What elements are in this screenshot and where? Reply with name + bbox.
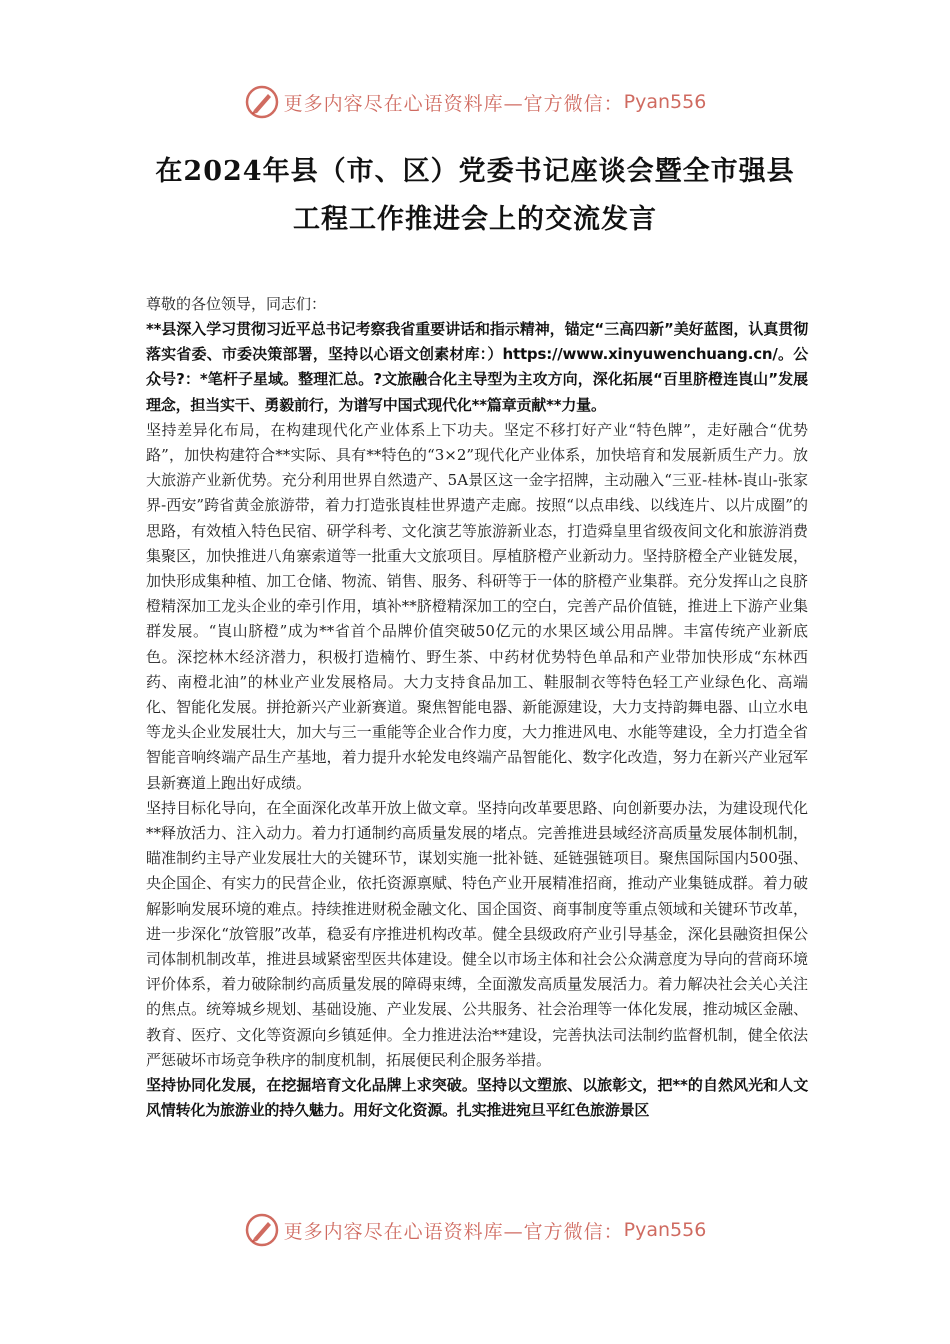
salutation: 尊敬的各位领导，同志们： bbox=[146, 295, 327, 313]
paragraph-intro: **县深入学习贯彻习近平总书记考察我省重要讲话和指示精神，锚定“三高四新”美好蓝图，认真贯彻落实省委、市委决策部署，坚持以心语文创素材库：）https://www.xinyuwenchuang.cn/。公众号?：*笔杆子星域。整理汇总。?文旅融合化主导型为主攻方向，深化拓展“百里脐橙连崀山”发展理念，担当实干、勇毅前行，为谱写中国式现代化**篇章贡献**力量。 bbox=[146, 320, 808, 414]
title-line-2: 工程工作推进会上的交流发言 bbox=[293, 204, 657, 235]
document-title bbox=[120, 148, 830, 244]
pen-nib-logo-icon bbox=[244, 1212, 280, 1248]
watermark-text: 更多内容尽在心语资料库—官方微信： bbox=[283, 1220, 624, 1243]
paragraph-reform: 坚持目标化导向，在全面深化改革开放上做文章。坚持向改革要思路、向创新要办法，为建设现代化**释放活力、注入动力。着力打通制约高质量发展的堵点。完善推进县域经济高质量发展体制机制，瞄准制约主导产业发展壮大的关键环节，谋划实施一批补链、延链强链项目。聚焦国际国内500强、央企国企、有实力的民营企业，依托资源禀赋、特色产业开展精准招商，推动产业集链成群。着力破解影响发展环境的难点。持续推进财税金融文化、国企国资、商事制度等重点领域和关键环节改革，进一步深化“放管服”改革，稳妥有序推进机构改革。健全县级政府产业引导基金，深化县融资担保公司体制机制改革，推进县域紧密型医共体建设。健全以市场主体和社会公众满意度为导向的营商环境评价体系，着力破除制约高质量发展的障碍束缚，全面激发高质量发展活力。着力解决社会关心关注的焦点。统筹城乡规划、基础设施、产业发展、公共服务、社会治理等一体化发展，推动城区金融、教育、医疗、文化等资源向乡镇延伸。全力推进法治**建设，完善执法司法制约监督机制，健全依法严惩破坏市场竞争秩序的制度机制，拓展便民利企服务举措。 bbox=[146, 798, 808, 1069]
watermark-banner-top bbox=[0, 82, 950, 122]
watermark-wechat-id: Pyan556 bbox=[623, 1219, 707, 1241]
pen-nib-logo-icon bbox=[244, 84, 280, 120]
watermark-text: 更多内容尽在心语资料库—官方微信： bbox=[283, 92, 624, 115]
title-line-1: 在2024年县（市、区）党委书记座谈会暨全市强县 bbox=[155, 156, 795, 187]
watermark-wechat-id: Pyan556 bbox=[623, 91, 707, 113]
watermark-banner-bottom bbox=[0, 1210, 950, 1250]
paragraph-industry: 坚持差异化布局，在构建现代化产业体系上下功夫。坚定不移打好产业“特色牌”，走好融合“优势路”，加快构建符合**实际、具有**特色的“3×2”现代化产业体系，加快培育和发展新质生产力。放大旅游产业新优势。充分利用世界自然遗产、5A景区这一金字招牌，主动融入“三亚-桂林-崀山-张家界-西安”跨省黄金旅游带，着力打造张崀桂世界遗产走廊。按照“以点串线、以线连片、以片成圈”的思路，有效植入特色民宿、研学科考、文化演艺等旅游新业态，打造舜皇里省级夜间文化和旅游消费集聚区，加快推进八角寨索道等一批重大文旅项目。厚植脐橙产业新动力。坚持脐橙全产业链发展，加快形成集种植、加工仓储、物流、销售、服务、科研等于一体的脐橙产业集群。充分发挥山之良脐橙精深加工龙头企业的牵引作用，填补**脐橙精深加工的空白，完善产品价值链，推进上下游产业集群发展。“崀山脐橙”成为**省首个品牌价值突破50亿元的水果区域公用品牌。丰富传统产业新底色。深挖林木经济潜力，积极打造楠竹、野生茶、中药材优势特色单品和产业带加快形成“东林西药、南橙北油”的林业产业发展格局。大力支持食品加工、鞋服制衣等特色轻工产业绿色化、高端化、智能化发展。拼抢新兴产业新赛道。聚焦智能电器、新能源建设，大力支持韵舞电器、山立水电等龙头企业发展壮大，加大与三一重能等企业合作力度，大力推进风电、水能等建设，全力打造全省智能音响终端产品生产基地，着力提升水轮发电终端产品智能化、数字化改造，努力在新兴产业冠军县新赛道上跑出好成绩。 bbox=[146, 420, 808, 792]
paragraph-culture: 坚持协同化发展，在挖掘培育文化品牌上求突破。坚持以文塑旅、以旅彰文，把**的自然风光和人文风情转化为旅游业的持久魅力。用好文化资源。扎实推进宛旦平红色旅游景区 bbox=[146, 1076, 808, 1120]
document-body bbox=[146, 292, 808, 1124]
